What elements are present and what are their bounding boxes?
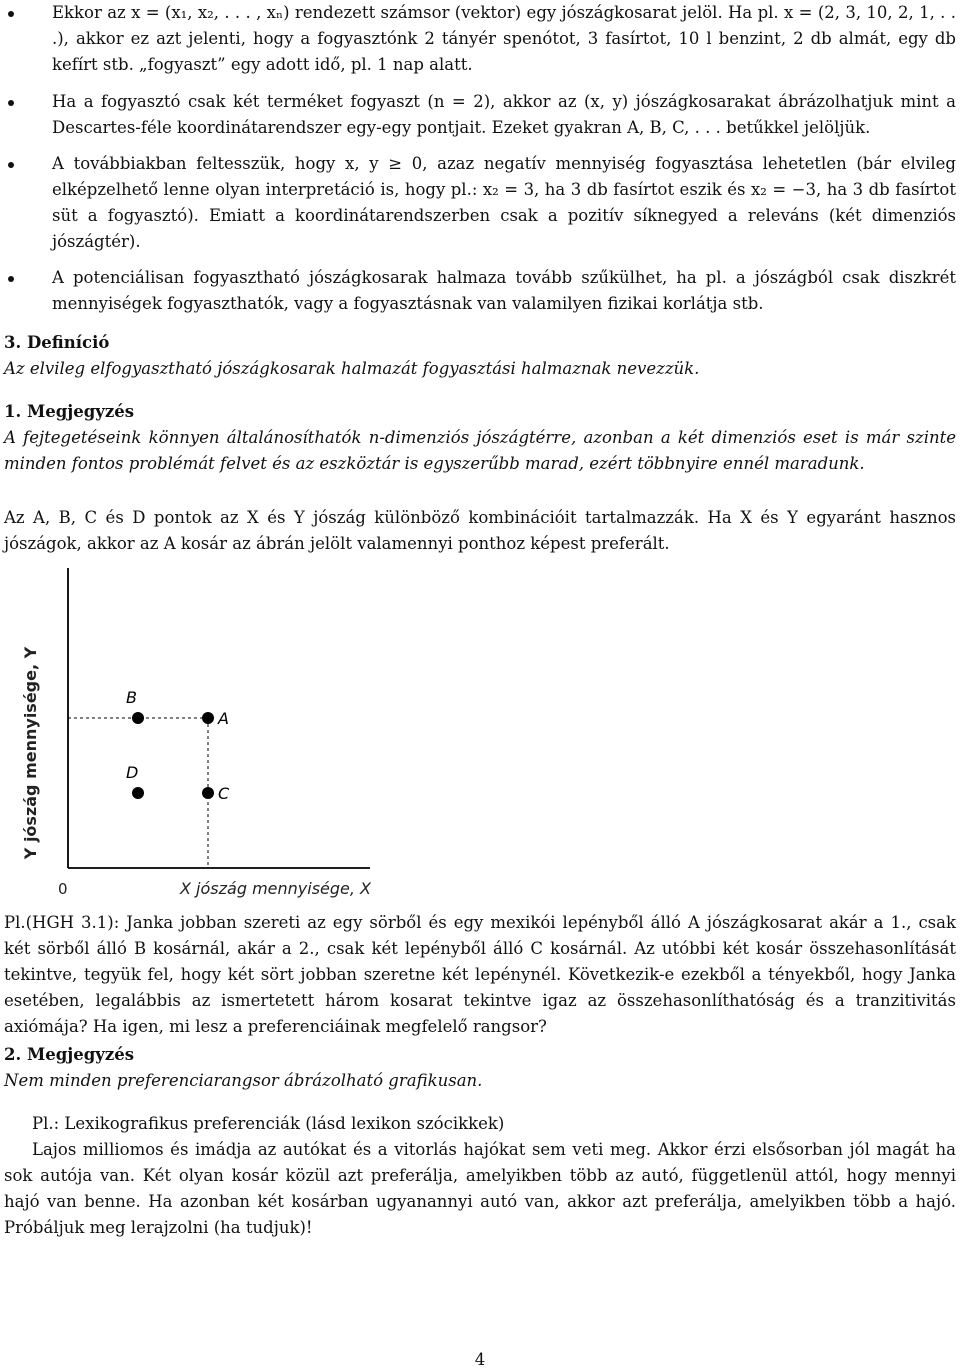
point-d bbox=[132, 787, 144, 799]
point-label-d: D bbox=[126, 763, 139, 782]
page-number: 4 bbox=[474, 1350, 486, 1369]
hgh-paragraph: Pl.(HGH 3.1): Janka jobban szereti az egy sörből és egy mexikói lepényből álló A jószágkosarat akár a 1., csak két sörből álló B kosárnál, akár a 2., csak két lepényből álló C kosárnál. Az utóbbi két kosár összehasonlítását tekintve, tegyük fel, hogy két sört jobban szeretne két lepénynél. Következik-e ezekből a tényekből, hogy Janka esetében, legalábbis az ismertetett három kosarat tekintve igaz az összehasonlíthatóság és a tranzitivitás axiómája? Ha igen, mi lesz a preferenciáinak megfelelő rangsor? bbox=[4, 913, 956, 1036]
bullet-dot bbox=[8, 162, 14, 168]
definition-text: Az elvileg elfogyasztható jószágkosarak halmazát fogyasztási halmaznak nevezzük. bbox=[4, 359, 700, 378]
origin-label: 0 bbox=[58, 880, 68, 898]
basket-figure bbox=[21, 568, 410, 903]
y-axis-label: Y jószág mennyisége, Y bbox=[21, 646, 40, 860]
bullet-item bbox=[0, 89, 960, 141]
note-heading: 2. Megjegyzés bbox=[4, 1045, 135, 1064]
note-text: Nem minden preferenciarangsor ábrázolható grafikusan. bbox=[4, 1071, 483, 1090]
point-c bbox=[202, 787, 214, 799]
abcd-paragraph: Az A, B, C és D pontok az X és Y jószág különböző kombinációit tartalmazzák. Ha X és Y egyaránt hasznos jószágok, akkor az A kosár az ábrán jelölt valamennyi ponthoz képest preferált. bbox=[4, 508, 956, 553]
definition-heading: 3. Definíció bbox=[4, 333, 110, 352]
point-label-c: C bbox=[218, 784, 230, 803]
bullet-text: Ekkor az x = (x₁, x₂, . . . , xₙ) rendezett számsor (vektor) egy jószágkosarat jelöl. Ha pl. x = (2, 3, 10, 2, 1, . . .), akkor ez azt jelenti, hogy a fogyasztónk 2 tányér spenótot, 3 fasírtot, 10 l benzint, 2 db almát, egy db kefírt stb. „fogyaszt” egy adott idő, pl. 1 nap alatt. bbox=[52, 3, 956, 74]
bullet-item bbox=[0, 265, 960, 317]
point-a bbox=[202, 712, 214, 724]
lexicographic-example bbox=[4, 1111, 956, 1241]
note-text: A fejtegetéseink könnyen általánosíthatók n-dimenziós jószágtérre, azonban a két dimenziós eset is már szinte minden fontos problémát felvet és az eszköztár is egyszerűbb marad, ezért többnyire ennél maradunk. bbox=[4, 428, 956, 473]
point-label-a: A bbox=[218, 709, 229, 728]
bullet-dot bbox=[8, 276, 14, 282]
bullet-item bbox=[0, 151, 960, 255]
point-label-b: B bbox=[126, 688, 137, 707]
example-text: Lajos milliomos és imádja az autókat és a vitorlás hajókat sem veti meg. Akkor érzi elsősorban jól magát ha sok autója van. Két olyan kosár közül azt preferálja, amelyikben több az autó, függetlenül attól, hogy mennyi hajó van benne. Ha azonban két kosárban ugyanannyi autó van, akkor azt preferálja, amelyikben több a hajó. Próbáljuk meg lerajzolni (ha tudjuk)! bbox=[4, 1140, 956, 1237]
note-2 bbox=[4, 1042, 956, 1094]
point-b bbox=[132, 712, 144, 724]
points-layer bbox=[126, 688, 230, 803]
note-1 bbox=[4, 399, 956, 477]
bullet-dot bbox=[8, 11, 14, 17]
note-heading: 1. Megjegyzés bbox=[4, 402, 135, 421]
bullet-dot bbox=[8, 100, 14, 106]
bullet-text: A potenciálisan fogyasztható jószágkosarak halmaza tovább szűkülhet, ha pl. a jószágból csak diszkrét mennyiségek fogyaszthatók, vagy a fogyasztásnak van valamilyen fizikai korlátja stb. bbox=[52, 268, 956, 313]
x-axis-label: X jószág mennyisége, X bbox=[180, 879, 371, 898]
definition-3 bbox=[4, 330, 956, 382]
bullet-text: A továbbiakban feltesszük, hogy x, y ≥ 0, azaz negatív mennyiség fogyasztása lehetetlen (bár elvileg elképzelhető lenne olyan interpretáció is, hogy pl.: x₂ = 3, ha 3 db fasírtot eszik és x₂ = −3, ha 3 db fasírtot süt a fogyasztó). Emiatt a koordinátarendszerben csak a pozitív síknegyed a releváns (két dimenziós jószágtér). bbox=[52, 154, 956, 251]
bullet-text: Ha a fogyasztó csak két terméket fogyaszt (n = 2), akkor az (x, y) jószágkosarakat ábrázolhatjuk mint a Descartes-féle koordinátarendszer egy-egy pontjait. Ezeket gyakran A, B, C, . . . betűkkel jelöljük. bbox=[52, 92, 956, 137]
bullet-item bbox=[0, 0, 960, 78]
basket-diagram bbox=[21, 568, 410, 903]
example-title: Pl.: Lexikografikus preferenciák (lásd lexikon szócikkek) bbox=[32, 1114, 505, 1133]
